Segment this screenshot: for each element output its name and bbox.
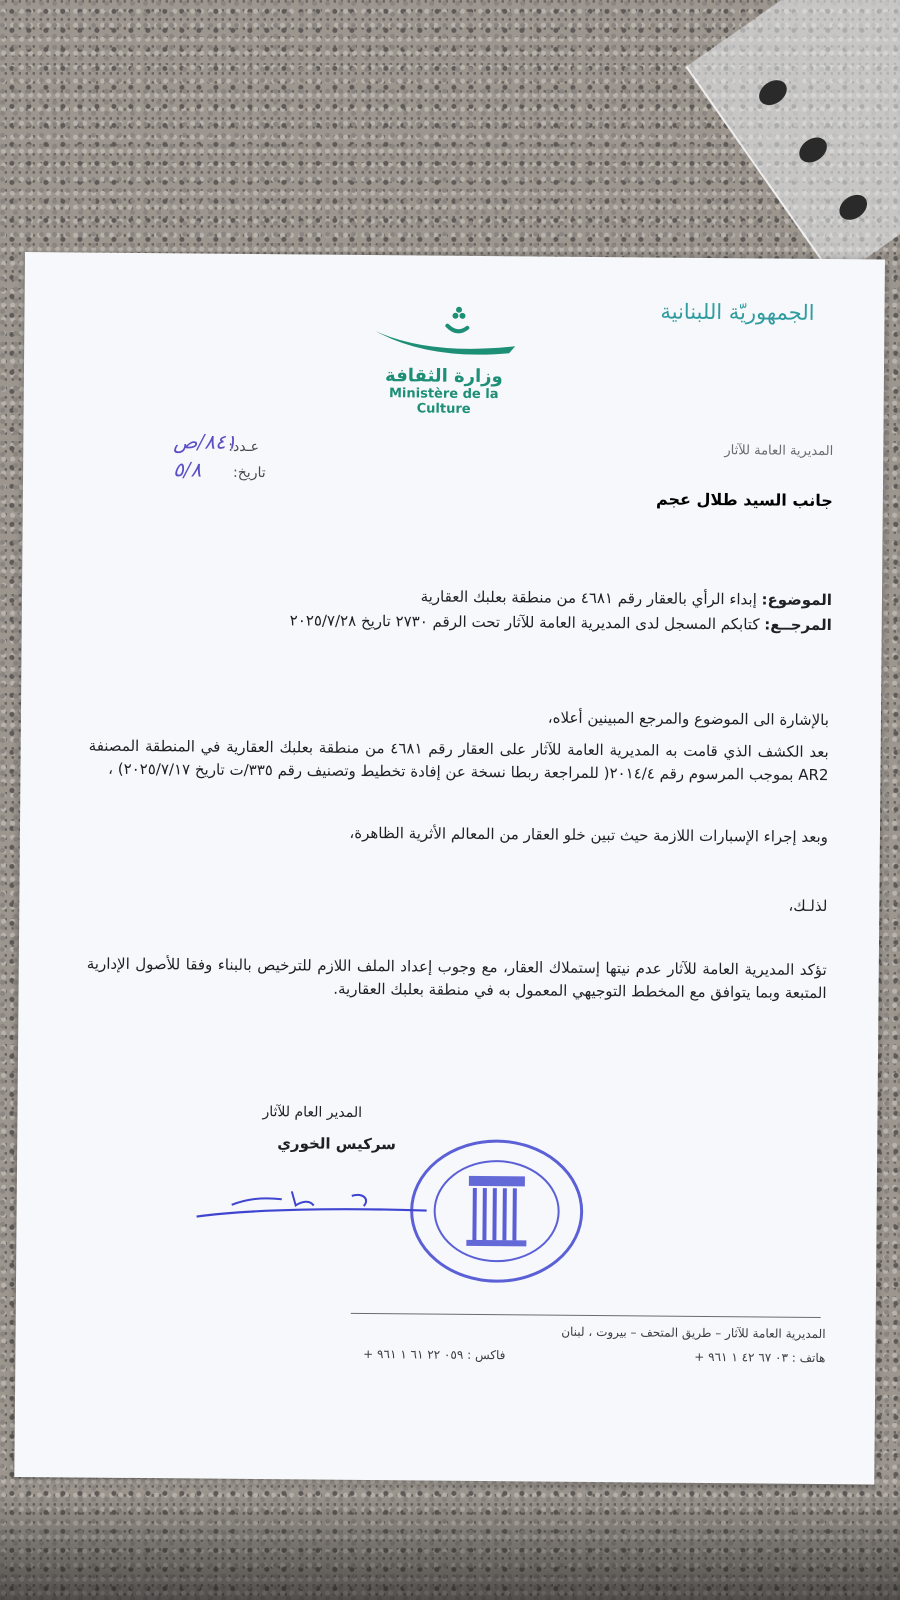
handwritten-signature (191, 1168, 432, 1230)
signatory-name: سركيس الخوري (277, 1134, 397, 1154)
reference-line (152, 608, 832, 637)
table-edge-shadow (0, 1490, 900, 1600)
reference-number-handwritten: ٨٤١/ص (173, 429, 237, 454)
footer-fax: فاكس : ٠٥٩ ٢٢ ٦١ ١ ٩٦١ + (363, 1346, 506, 1363)
ministry-logo (364, 305, 525, 417)
paragraph-conclusion: تؤكد المديرية العامة للآثار عدم نيتها إستملاك العقار، مع وجوب إعداد الملف اللازم للترخيص بالبناء وفقا للأصول الإدارية المتبعة وبما يتوافق مع المخطط التوجيهي المعمول به في منطقة بعلبك العقارية. (86, 954, 827, 1003)
subject-text: إبداء الرأي بالعقار رقم ٤٦٨١ من منطقة بعلبك العقارية (420, 587, 757, 609)
reference-label: المرجــع: (764, 615, 832, 635)
addressee: جانب السيد طلال عجم (655, 489, 833, 511)
signatory-title: المدير العام للآثار (262, 1104, 363, 1121)
footer-address: المديرية العامة للآثار – طريق المتحف – بيروت ، لبنان (561, 1324, 826, 1342)
republic-header: الجمهوريّة اللبنانية (660, 299, 815, 325)
ministry-emblem-icon (369, 305, 520, 364)
paragraph-inspection: بعد الكشف الذي قامت به المديرية العامة للآثار على العقار رقم ٤٦٨١ من منطقة بعلبك العقارية في المنطقة المصنفة AR2 بموجب المرسوم رقم ٢٠١٤/٤( للمراجعة ربطا نسخة عن إفادة تخطيط وتصنيف رقم ٣٣٥/ت تاريخ ٢٠٢٥/٧/١٧) ، (88, 736, 829, 785)
letter-sheet (14, 252, 885, 1484)
subject-label: الموضوع: (761, 590, 833, 610)
reference-text: كتابكم المسجل لدى المديرية العامة للآثار تحت الرقم ٢٧٣٠ تاريخ ٢٠٢٥/٧/٢٨ (289, 611, 760, 634)
punch-hole (754, 75, 791, 110)
subject-line (152, 583, 832, 612)
date-handwritten: ٥/٨ (173, 457, 202, 482)
official-stamp-icon (406, 1135, 587, 1287)
department-name: المديرية العامة للآثار (724, 443, 834, 460)
ministry-name-french: Ministère de la Culture (388, 386, 499, 417)
paragraph-soundings: وبعد إجراء الإسبارات اللازمة حيث تبين خلو العقار من المعالم الأثرية الظاهرة، (349, 823, 829, 847)
footer-phone: هاتف : ٠٣ ٦٧ ٤٢ ١ ٩٦١ + (694, 1349, 826, 1366)
ministry-name-arabic: وزارة الثقافة (384, 365, 503, 388)
footer-divider (351, 1313, 821, 1318)
plastic-sleeve (686, 0, 900, 280)
punch-hole (835, 190, 872, 225)
punch-hole (794, 132, 831, 167)
paragraph-therefore: لذلـك، (788, 896, 828, 916)
number-label: عـدد: (228, 438, 260, 456)
paragraph-intro: بالإشارة الى الموضوع والمرجع المبينين أعلاه، (547, 708, 830, 730)
date-label: تاريخ: (233, 464, 266, 482)
